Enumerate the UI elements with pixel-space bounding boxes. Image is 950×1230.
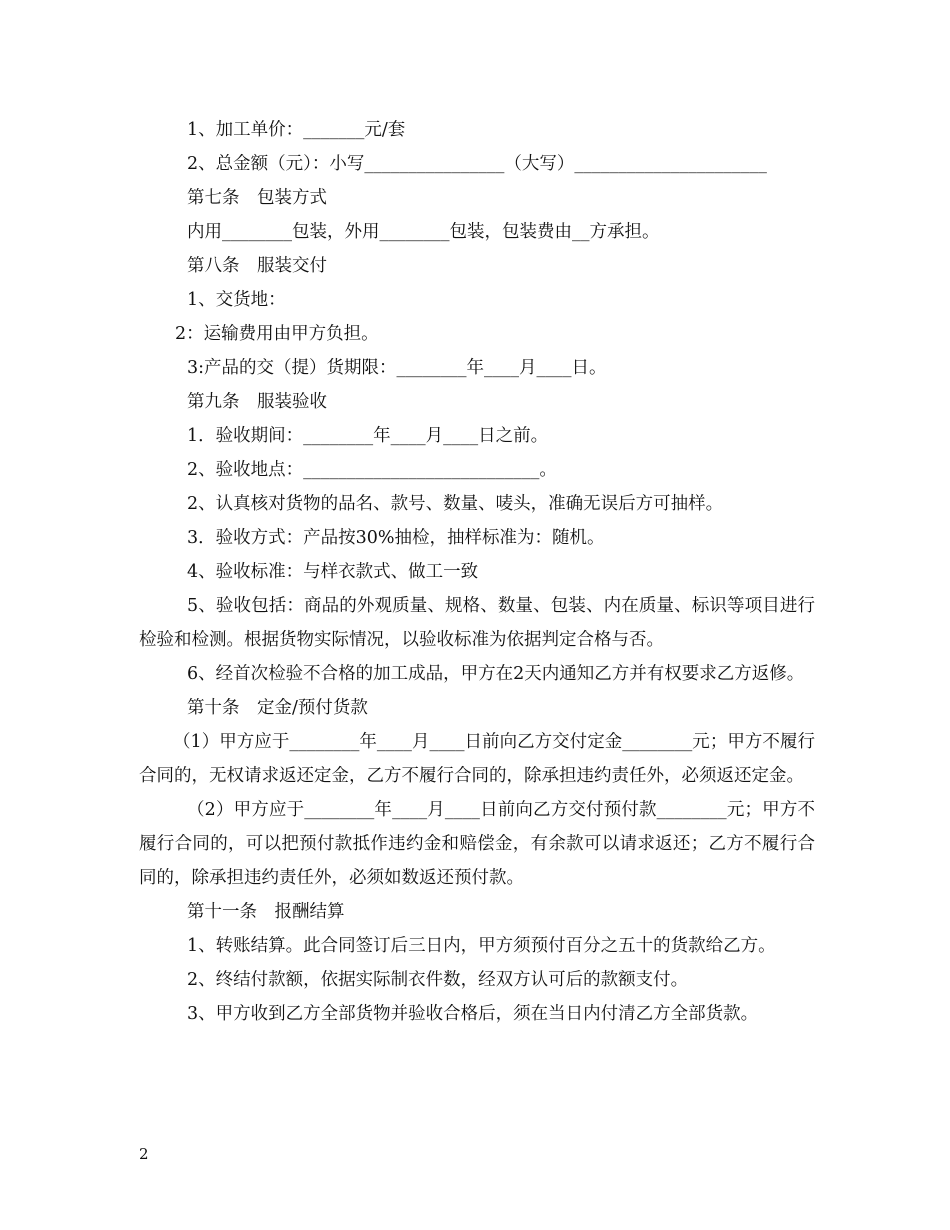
clause-total-amount: 2、总金额（元）：小写________________（大写）______________________ [187,154,767,174]
clause-unit-price: 1、加工单价：_______元/套 [187,120,406,140]
clause-transfer-settlement: 1、转账结算。此合同签订后三日内，甲方须预付百分之五十的货款给乙方。 [187,936,776,956]
clause-shipping-cost: 2：运输费用由甲方负担。 [175,324,379,344]
article-8-heading: 第八条 服装交付 [187,256,327,276]
clause-deposit: （1）甲方应于________年____月____日前向乙方交付定金________元；甲方不履行合同的，无权请求返还定金，乙方不履行合同的，除承担违约责任外，必须返还定金。 [139,732,815,786]
clause-defective-products: 6、经首次检验不合格的加工成品，甲方在2天内通知乙方并有权要求乙方返修。 [187,664,805,684]
clause-inspection-standard: 4、验收标准：与样衣款式、做工一致 [187,562,479,582]
article-9-heading: 第九条 服装验收 [187,392,327,412]
clause-verify-goods: 2、认真核对货物的品名、款号、数量、唛头，准确无误后方可抽样。 [187,494,724,514]
clause-inspection-method: 3．验收方式：产品按30%抽检，抽样标准为：随机。 [187,528,605,548]
clause-prepayment: （2）甲方应于________年____月____日前向乙方交付预付款________元；甲方不履行合同的，可以把预付款抵作违约金和赔偿金，有余款可以请求返还；乙方不履行合同的，除承担违约责任外，必须如数返还预付款。 [139,800,815,888]
clause-inspection-place: 2、验收地点：___________________________。 [187,460,557,480]
clause-full-payment: 3、甲方收到乙方全部货物并验收合格后，须在当日内付清乙方全部货款。 [187,1004,759,1024]
article-11-heading: 第十一条 报酬结算 [187,902,345,922]
clause-inspection-scope: 5、验收包括：商品的外观质量、规格、数量、包装、内在质量、标识等项目进行检验和检测。根据货物实际情况，以验收标准为依据判定合格与否。 [139,596,815,650]
clause-final-payment: 2、终结付款额，依据实际制衣件数，经双方认可后的款额支付。 [187,970,689,990]
clause-inspection-period: 1．验收期间：________年____月____日之前。 [187,426,549,446]
document-body [139,113,815,1031]
page-number: 2 [139,1145,149,1163]
article-10-heading: 第十条 定金/预付货款 [187,698,368,718]
article-7-heading: 第七条 包装方式 [187,188,327,208]
clause-packaging: 内用________包装，外用________包装，包装费由__方承担。 [187,222,660,242]
clause-delivery-deadline: 3:产品的交（提）货期限：________年____月____日。 [187,358,607,378]
clause-delivery-place: 1、交货地： [187,290,286,310]
